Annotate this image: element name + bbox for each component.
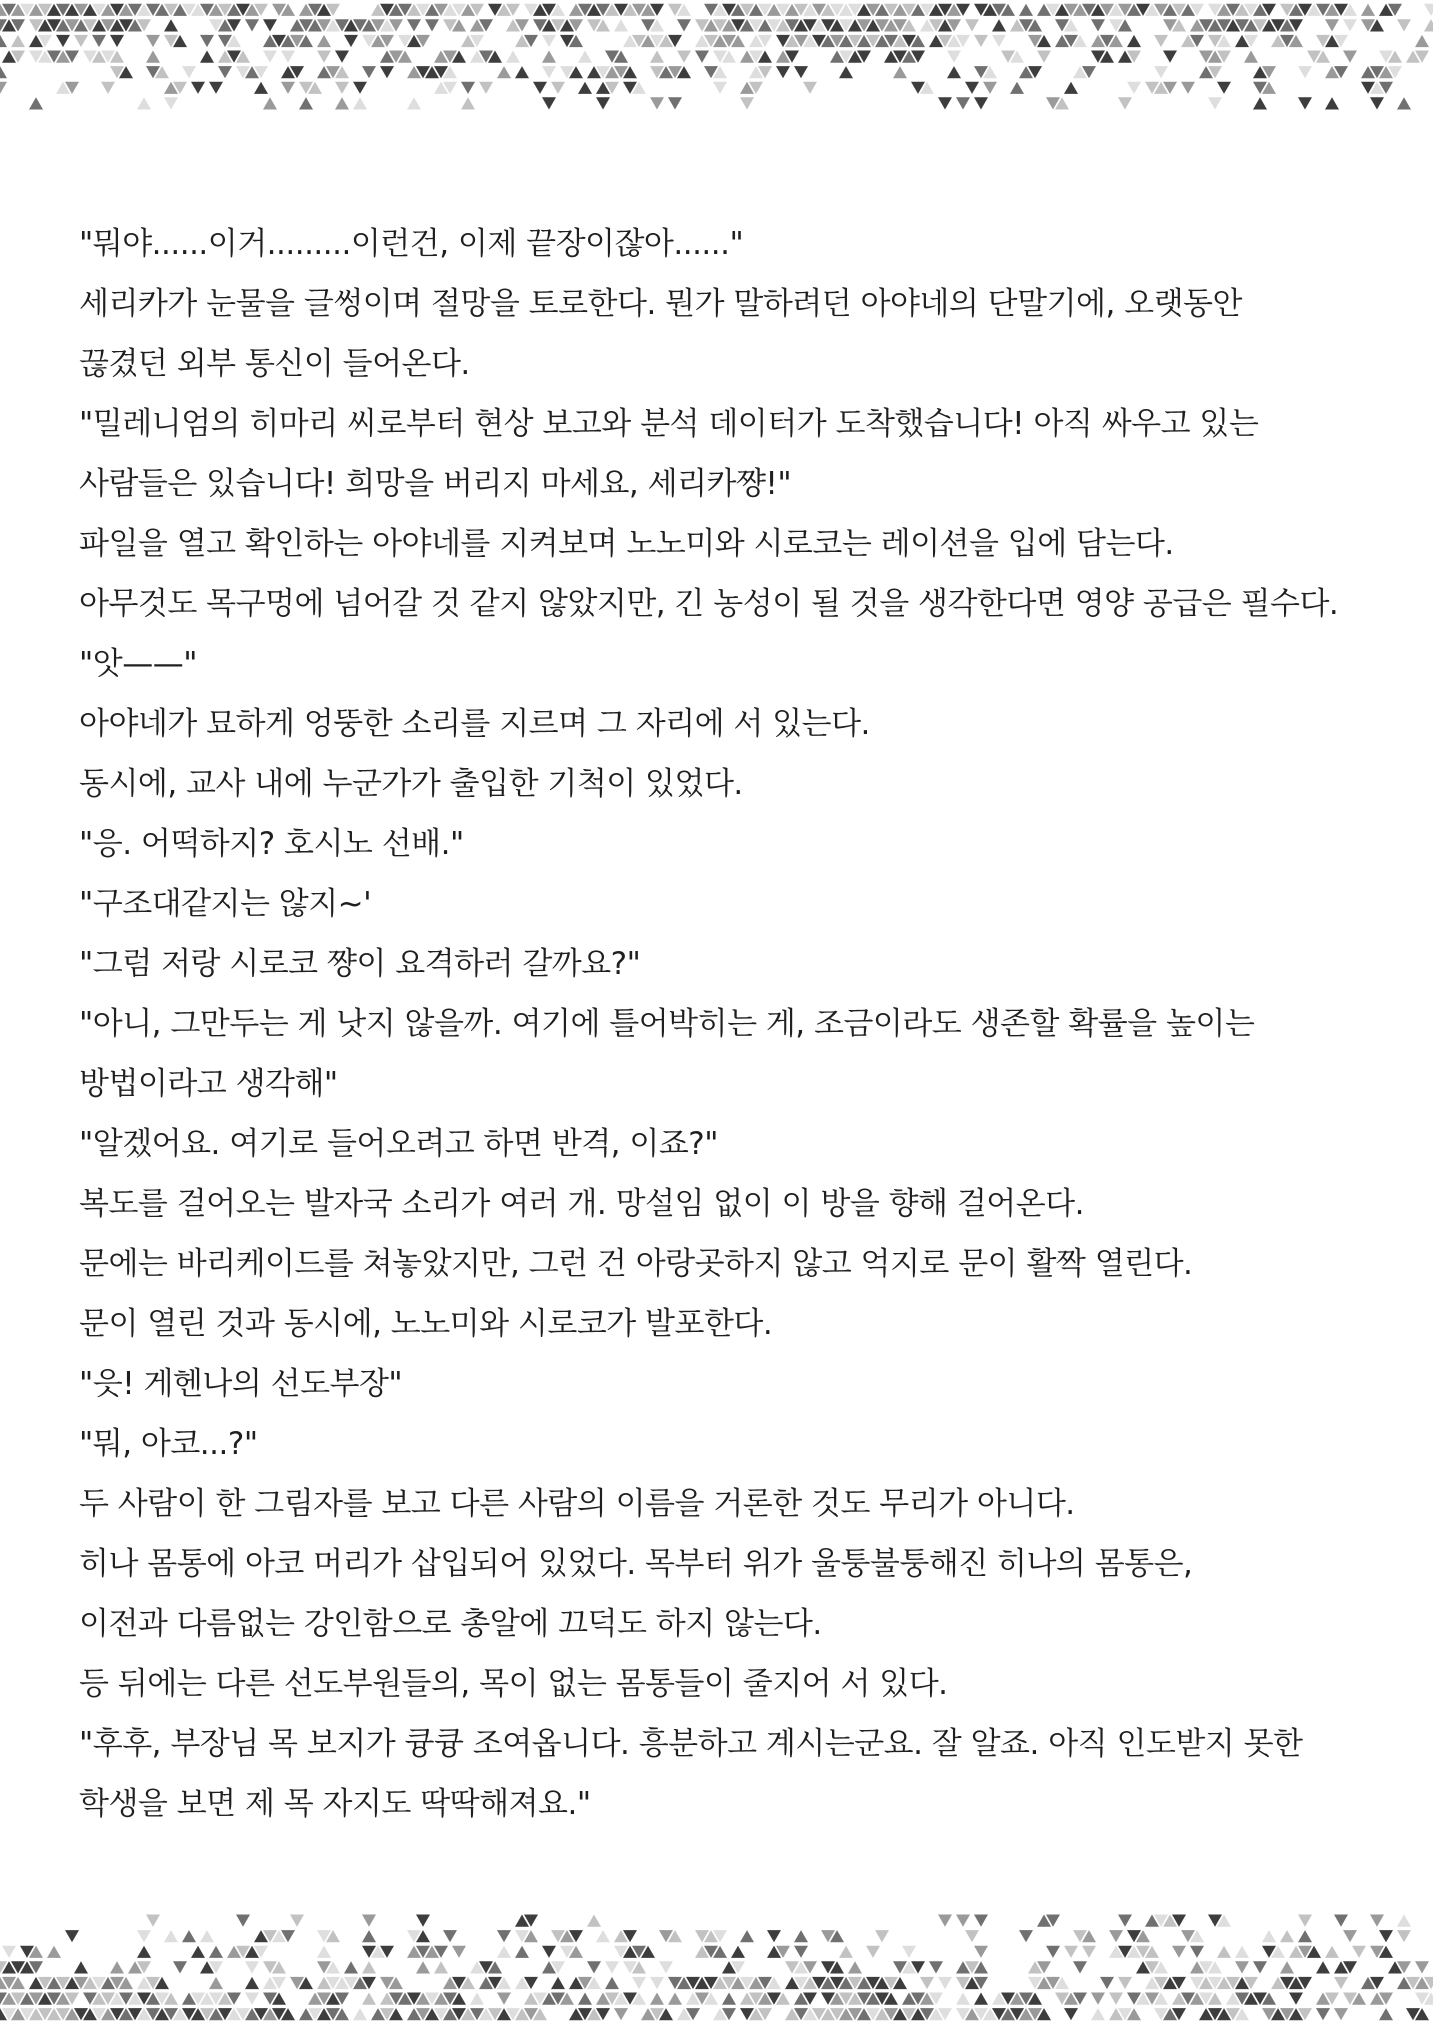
text-line: "뭐야......이거.........이런건, 이제 끝장이잖아......" <box>79 226 744 262</box>
pattern-triangle <box>1100 1977 1114 1989</box>
pattern-triangle <box>965 1930 979 1942</box>
pattern-triangle <box>677 51 691 63</box>
text-line: 사람들은 있습니다! 희망을 버리지 마세요, 세리카쨩!" <box>79 466 792 502</box>
pattern-triangle <box>0 35 7 47</box>
pattern-triangle <box>794 66 808 78</box>
pattern-triangle <box>596 1930 610 1942</box>
pattern-triangle <box>578 51 592 63</box>
pattern-triangle <box>497 66 511 78</box>
pattern-triangle <box>74 1961 88 1973</box>
pattern-triangle <box>803 82 817 94</box>
pattern-triangle <box>974 97 988 109</box>
pattern-triangle <box>1244 51 1258 63</box>
pattern-triangle <box>983 82 997 94</box>
pattern-triangle <box>362 66 376 78</box>
pattern-triangle <box>587 1961 601 1973</box>
pattern-triangle <box>992 35 1006 47</box>
pattern-triangle <box>740 97 754 109</box>
pattern-triangle <box>479 82 493 94</box>
pattern-triangle <box>650 51 664 63</box>
pattern-triangle <box>866 1946 880 1958</box>
pattern-triangle <box>209 1977 223 1989</box>
pattern-triangle <box>299 97 313 109</box>
pattern-triangle <box>335 51 349 63</box>
pattern-triangle <box>839 1946 853 1958</box>
pattern-triangle <box>497 1930 511 1942</box>
pattern-triangle <box>938 1915 952 1927</box>
pattern-triangle <box>65 1930 79 1942</box>
pattern-triangle <box>893 66 907 78</box>
pattern-triangle <box>146 35 160 47</box>
pattern-triangle <box>263 51 277 63</box>
pattern-triangle <box>1379 1930 1393 1942</box>
pattern-triangle <box>443 1930 457 1942</box>
pattern-triangle <box>1343 1930 1357 1942</box>
pattern-triangle <box>515 66 529 78</box>
pattern-triangle <box>515 1946 529 1958</box>
pattern-triangle <box>1091 2008 1105 2020</box>
pattern-triangle <box>533 82 547 94</box>
pattern-triangle <box>1424 4 1433 16</box>
pattern-triangle <box>542 66 556 78</box>
pattern-triangle <box>677 19 691 31</box>
pattern-triangle <box>659 1961 673 1973</box>
pattern-triangle <box>956 97 970 109</box>
pattern-triangle <box>137 97 151 109</box>
pattern-triangle <box>839 66 853 78</box>
text-line: 방법이라고 생각해" <box>79 1066 338 1102</box>
text-line: 등 뒤에는 다른 선도부원들의, 목이 없는 몸통들이 줄지어 서 있다. <box>79 1666 948 1702</box>
pattern-triangle <box>668 1993 682 2005</box>
pattern-triangle <box>497 1946 511 1958</box>
pattern-triangle <box>1235 1946 1249 1958</box>
text-line: "그럼 저랑 시로코 쨩이 요격하러 갈까요?" <box>79 946 641 982</box>
text-line: 아무것도 목구멍에 넘어갈 것 같지 않았지만, 긴 농성이 될 것을 생각한다면 영양 공급은 필수다. <box>79 586 1339 622</box>
pattern-triangle <box>245 1993 259 2005</box>
pattern-triangle <box>596 97 610 109</box>
text-line: 히나 몸통에 아코 머리가 삽입되어 있었다. 목부터 위가 울퉁불퉁해진 히나의 몸통은, <box>79 1546 1193 1582</box>
pattern-triangle <box>1370 97 1384 109</box>
pattern-triangle <box>578 82 592 94</box>
pattern-triangle <box>551 82 565 94</box>
pattern-triangle <box>281 51 295 63</box>
pattern-triangle <box>1280 1930 1294 1942</box>
pattern-triangle <box>1397 1930 1411 1942</box>
pattern-triangle <box>1334 2008 1348 2020</box>
pattern-triangle <box>632 1977 646 1989</box>
pattern-triangle <box>200 35 214 47</box>
text-line: 아야네가 묘하게 엉뚱한 소리를 지르며 그 자리에 서 있는다. <box>79 706 870 742</box>
pattern-triangle <box>1397 97 1411 109</box>
pattern-triangle <box>191 1946 205 1958</box>
pattern-triangle <box>0 82 7 94</box>
pattern-triangle <box>1316 1961 1330 1973</box>
text-line: 세리카가 눈물을 글썽이며 절망을 토로한다. 뭔가 말하려던 아야네의 단말기에, 오랫동안 <box>79 286 1242 322</box>
pattern-triangle <box>335 97 349 109</box>
pattern-triangle <box>713 82 727 94</box>
pattern-triangle <box>1415 35 1429 47</box>
pattern-triangle <box>794 1930 808 1942</box>
pattern-triangle <box>146 1915 160 1927</box>
pattern-triangle <box>1325 97 1339 109</box>
pattern-triangle <box>974 1946 988 1958</box>
pattern-triangle <box>1064 1946 1078 1958</box>
pattern-triangle <box>848 1961 862 1973</box>
pattern-triangle <box>1253 1961 1267 1973</box>
pattern-triangle <box>362 1993 376 2005</box>
pattern-triangle <box>1352 1946 1366 1958</box>
pattern-triangle <box>974 1915 988 1927</box>
bottom-triangle-border <box>0 1894 1433 2024</box>
pattern-triangle <box>74 35 88 47</box>
text-line: "아니, 그만두는 게 낫지 않을까. 여기에 틀어박히는 게, 조금이라도 생존할 확률을 높이는 <box>79 1006 1255 1042</box>
pattern-triangle <box>1163 51 1177 63</box>
pattern-triangle <box>1343 19 1357 31</box>
pattern-triangle <box>947 51 961 63</box>
pattern-triangle <box>1280 1961 1294 1973</box>
pattern-triangle <box>506 51 520 63</box>
text-line: "후후, 부장님 목 보지가 큥큥 조여옵니다. 흥분하고 계시는군요. 잘 알죠. 아직 인도받지 못한 <box>79 1726 1303 1762</box>
pattern-triangle <box>245 1977 259 1989</box>
pattern-triangle <box>344 1961 358 1973</box>
pattern-triangle <box>1397 19 1411 31</box>
pattern-triangle <box>1235 1961 1249 1973</box>
pattern-triangle <box>956 1915 970 1927</box>
pattern-triangle <box>191 82 205 94</box>
pattern-triangle <box>767 1930 781 1942</box>
pattern-triangle <box>416 1915 430 1927</box>
pattern-triangle <box>110 35 124 47</box>
pattern-triangle <box>614 19 628 31</box>
pattern-triangle <box>776 66 790 78</box>
pattern-triangle <box>1298 1915 1312 1927</box>
pattern-triangle <box>1127 82 1141 94</box>
text-line: "알겠어요. 여기로 들어오려고 하면 반격, 이죠?" <box>79 1126 718 1162</box>
pattern-triangle <box>956 1993 970 2005</box>
top-triangle-border <box>0 0 1433 130</box>
pattern-triangle <box>1298 97 1312 109</box>
pattern-triangle <box>353 97 367 109</box>
pattern-triangle <box>587 1915 601 1927</box>
pattern-triangle <box>461 82 475 94</box>
pattern-triangle <box>902 1946 916 1958</box>
pattern-triangle <box>218 66 232 78</box>
pattern-triangle <box>1253 97 1267 109</box>
pattern-triangle <box>722 1993 736 2005</box>
pattern-triangle <box>407 97 421 109</box>
pattern-triangle <box>362 1915 376 1927</box>
pattern-triangle <box>236 1915 250 1927</box>
pattern-triangle <box>1181 82 1195 94</box>
triangle-pattern-top <box>0 0 1433 130</box>
pattern-triangle <box>416 1961 430 1973</box>
pattern-triangle <box>1325 1946 1339 1958</box>
pattern-triangle <box>1010 82 1024 94</box>
triangle-pattern-bottom <box>0 1894 1433 2024</box>
text-line: 학생을 보면 제 목 자지도 딱딱해져요." <box>79 1786 591 1822</box>
pattern-triangle <box>740 1930 754 1942</box>
text-line: "구조대같지는 않지~' <box>79 886 372 922</box>
pattern-triangle <box>947 66 961 78</box>
pattern-triangle <box>965 19 979 31</box>
pattern-triangle <box>605 1961 619 1973</box>
pattern-triangle <box>965 82 979 94</box>
pattern-triangle <box>1190 1946 1204 1958</box>
pattern-triangle <box>1064 82 1078 94</box>
pattern-triangle <box>245 1961 259 1973</box>
pattern-triangle <box>794 1946 808 1958</box>
pattern-triangle <box>317 35 331 47</box>
pattern-triangle <box>614 2008 628 2020</box>
pattern-triangle <box>1073 1961 1087 1973</box>
text-line: "뭐, 아코...?" <box>79 1426 258 1462</box>
pattern-triangle <box>344 35 358 47</box>
pattern-triangle <box>254 82 268 94</box>
pattern-triangle <box>1334 1915 1348 1927</box>
pattern-triangle <box>1334 1977 1348 1989</box>
pattern-triangle <box>425 19 439 31</box>
pattern-triangle <box>263 19 277 31</box>
pattern-triangle <box>1091 1993 1105 2005</box>
pattern-triangle <box>11 35 25 47</box>
pattern-triangle <box>335 82 349 94</box>
text-line: 복도를 걸어오는 발자국 소리가 여러 개. 망설임 없이 이 방을 향해 걸어온다. <box>79 1186 1084 1222</box>
pattern-triangle <box>650 1977 664 1989</box>
pattern-triangle <box>542 97 556 109</box>
pattern-triangle <box>1082 1946 1096 1958</box>
text-line: 끊겼던 외부 통신이 들어온다. <box>79 346 470 382</box>
pattern-triangle <box>1289 1993 1303 2005</box>
pattern-triangle <box>245 19 259 31</box>
pattern-triangle <box>137 1930 151 1942</box>
pattern-triangle <box>353 2008 367 2020</box>
pattern-triangle <box>353 82 367 94</box>
pattern-triangle <box>1298 1930 1312 1942</box>
pattern-triangle <box>200 1930 214 1942</box>
pattern-triangle <box>281 82 295 94</box>
pattern-triangle <box>0 66 7 78</box>
pattern-triangle <box>542 51 556 63</box>
pattern-triangle <box>101 82 115 94</box>
pattern-triangle <box>461 97 475 109</box>
pattern-triangle <box>731 1946 745 1958</box>
pattern-triangle <box>470 1993 484 2005</box>
pattern-triangle <box>164 19 178 31</box>
pattern-triangle <box>938 1977 952 1989</box>
pattern-triangle <box>1154 66 1168 78</box>
pattern-triangle <box>209 82 223 94</box>
pattern-triangle <box>1208 97 1222 109</box>
pattern-triangle <box>1361 4 1375 16</box>
pattern-triangle <box>56 35 70 47</box>
pattern-triangle <box>542 35 556 47</box>
pattern-triangle <box>1118 1915 1132 1927</box>
pattern-triangle <box>497 1993 511 2005</box>
pattern-triangle <box>263 97 277 109</box>
text-line: 이전과 다름없는 강인함으로 총알에 끄덕도 하지 않는다. <box>79 1606 822 1642</box>
pattern-triangle <box>1064 2008 1078 2020</box>
pattern-triangle <box>317 51 331 63</box>
pattern-triangle <box>938 97 952 109</box>
text-line: 파일을 열고 확인하는 아야네를 지켜보며 노노미와 시로코는 레이션을 입에 담는다. <box>79 526 1174 562</box>
pattern-triangle <box>1109 1993 1123 2005</box>
page-body-text <box>79 214 1369 1834</box>
pattern-triangle <box>452 1946 466 1958</box>
pattern-triangle <box>1091 19 1105 31</box>
pattern-triangle <box>1397 1915 1411 1927</box>
pattern-triangle <box>317 1946 331 1958</box>
pattern-triangle <box>650 97 664 109</box>
pattern-triangle <box>137 1946 151 1958</box>
pattern-triangle <box>380 66 394 78</box>
pattern-triangle <box>182 1930 196 1942</box>
pattern-triangle <box>1415 1961 1429 1973</box>
pattern-triangle <box>1109 1930 1123 1942</box>
pattern-triangle <box>650 1993 664 2005</box>
pattern-triangle <box>1217 1946 1231 1958</box>
pattern-triangle <box>578 1993 592 2005</box>
text-line: "앗——" <box>79 646 197 682</box>
pattern-triangle <box>407 19 421 31</box>
pattern-triangle <box>974 35 988 47</box>
pattern-triangle <box>1316 2008 1330 2020</box>
pattern-triangle <box>929 1961 943 1973</box>
pattern-triangle <box>992 19 1006 31</box>
pattern-triangle <box>29 97 43 109</box>
pattern-triangle <box>1262 1930 1276 1942</box>
pattern-triangle <box>1298 66 1312 78</box>
pattern-triangle <box>1046 1946 1060 1958</box>
pattern-triangle <box>1217 82 1231 94</box>
pattern-triangle <box>164 97 178 109</box>
pattern-triangle <box>1118 97 1132 109</box>
pattern-triangle <box>173 1961 187 1973</box>
pattern-triangle <box>47 1946 61 1958</box>
pattern-triangle <box>1127 35 1141 47</box>
pattern-triangle <box>1325 19 1339 31</box>
text-line: 두 사람이 한 그림자를 보고 다른 사람의 이름을 거론한 것도 무리가 아니다. <box>79 1486 1075 1522</box>
pattern-triangle <box>875 1930 889 1942</box>
pattern-triangle <box>182 66 196 78</box>
pattern-triangle <box>1019 4 1033 16</box>
text-line: 동시에, 교사 내에 누군가가 출입한 기척이 있었다. <box>79 766 743 802</box>
pattern-triangle <box>290 1915 304 1927</box>
pattern-triangle <box>920 1977 934 1989</box>
text-line: "읏! 게헨나의 선도부장" <box>79 1366 403 1402</box>
pattern-triangle <box>110 1961 124 1973</box>
pattern-triangle <box>146 51 160 63</box>
pattern-triangle <box>2 1946 16 1958</box>
pattern-triangle <box>551 1977 565 1989</box>
pattern-triangle <box>92 35 106 47</box>
pattern-triangle <box>1379 2008 1393 2020</box>
pattern-triangle <box>605 1977 619 1989</box>
pattern-triangle <box>362 1930 376 1942</box>
pattern-triangle <box>434 1961 448 1973</box>
pattern-triangle <box>164 1930 178 1942</box>
pattern-triangle <box>1118 1977 1132 1989</box>
text-line: "밀레니엄의 히마리 씨로부터 현상 보고와 분석 데이터가 도착했습니다! 아직 싸우고 있는 <box>79 406 1259 442</box>
pattern-triangle <box>542 1946 556 1958</box>
pattern-triangle <box>695 51 709 63</box>
pattern-triangle <box>209 1946 223 1958</box>
pattern-triangle <box>1019 1930 1033 1942</box>
pattern-triangle <box>200 51 214 63</box>
text-line: 문에는 바리케이드를 쳐놓았지만, 그런 건 아랑곳하지 않고 억지로 문이 활짝 열린다. <box>79 1246 1193 1282</box>
pattern-triangle <box>1424 19 1433 31</box>
pattern-triangle <box>1037 51 1051 63</box>
text-line: "응. 어떡하지? 호시노 선배." <box>79 826 464 862</box>
text-line: 문이 열린 것과 동시에, 노노미와 시로코가 발포한다. <box>79 1306 773 1342</box>
pattern-triangle <box>668 97 682 109</box>
pattern-triangle <box>974 1993 988 2005</box>
pattern-triangle <box>1370 1915 1384 1927</box>
pattern-triangle <box>1172 1946 1186 1958</box>
pattern-triangle <box>1154 35 1168 47</box>
pattern-triangle <box>362 1961 376 1973</box>
pattern-triangle <box>1343 51 1357 63</box>
